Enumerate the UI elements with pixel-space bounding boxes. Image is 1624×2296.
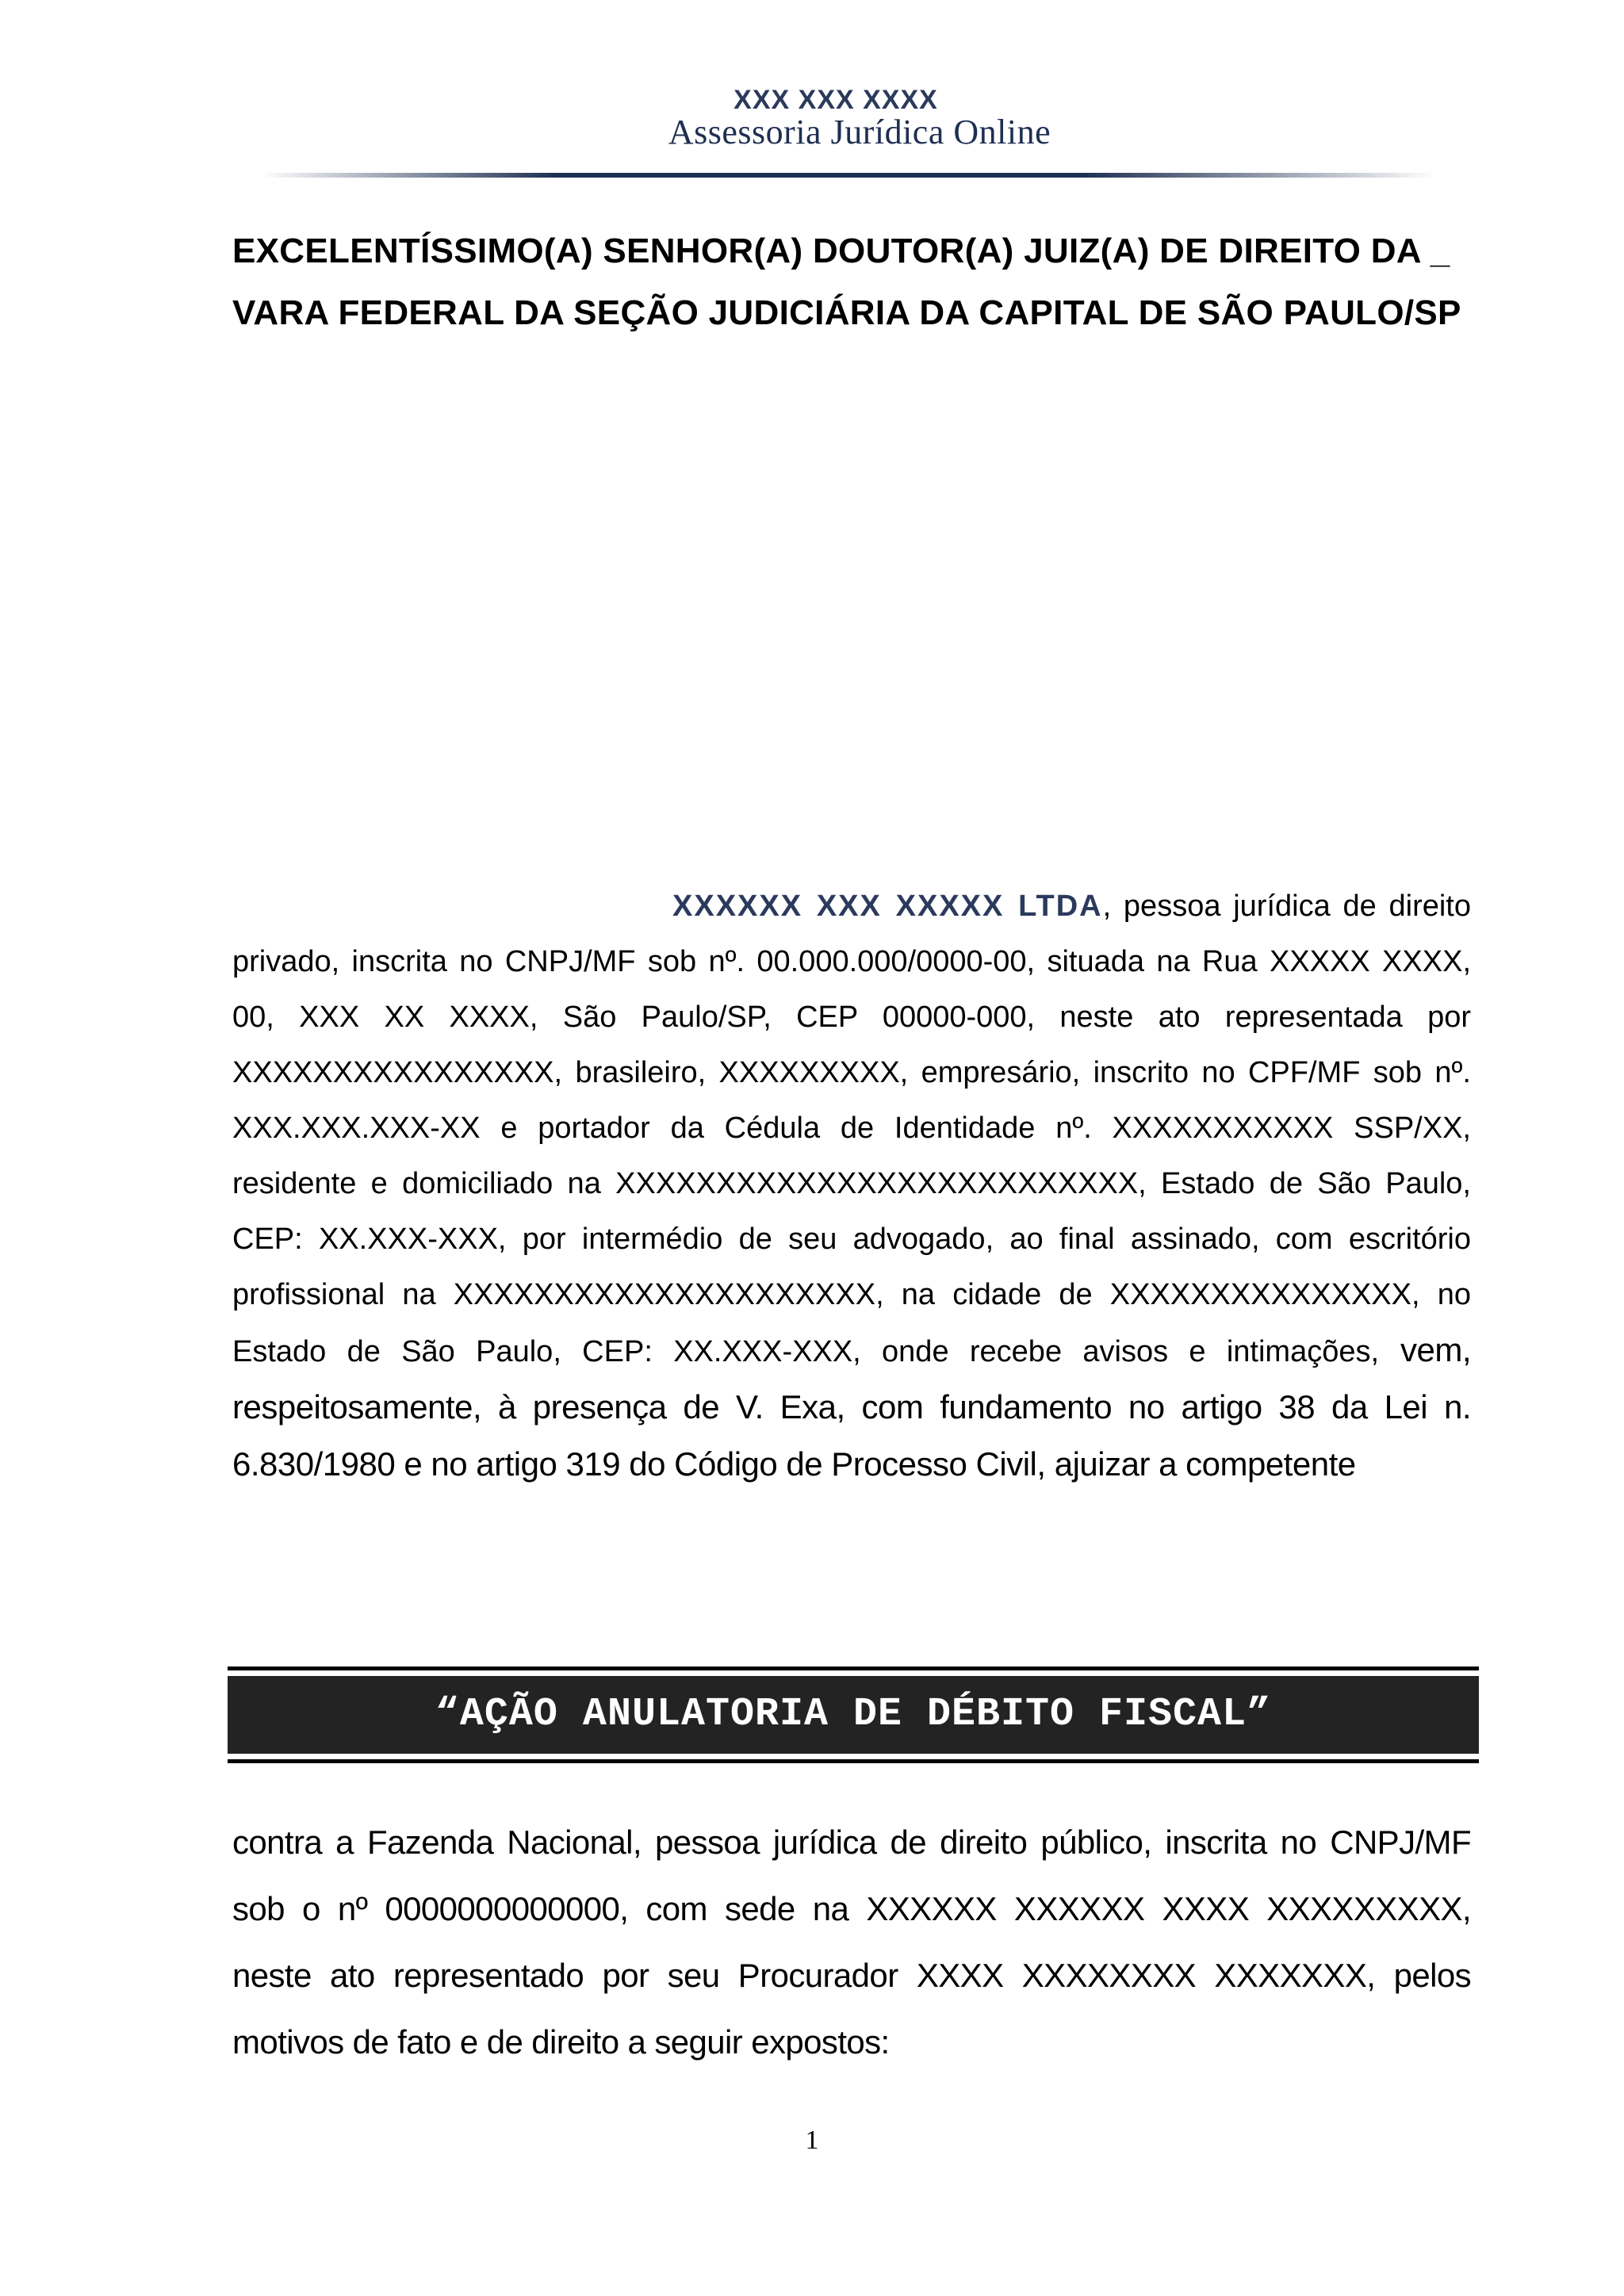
- action-title: “AÇÃO ANULATORIA DE DÉBITO FISCAL”: [228, 1676, 1479, 1754]
- page-number: 1: [805, 2126, 819, 2155]
- defendant-paragraph: contra a Fazenda Nacional, pessoa jurídica de direito público, inscrita no CNPJ/MF sob o nº 0000000000000, com sede na XXXXXX XXXXXX XXXX XXXXXXXXX, neste ato representado por seu Procurador XXXX XXXXXXXX XXXXXXX, pelos motivos de fato e de direito a seguir expostos:: [232, 1823, 1471, 2061]
- qualification-text: , pessoa jurídica de direito privado, inscrita no CNPJ/MF sob nº. 00.000.000/0000-00, situada na Rua XXXXX XXXX, 00, XXX XX XXXX, São Paulo/SP, CEP 00000-000, neste ato representada por XXXXXXXXXXXXXXXX, brasileiro, XXXXXXXXX, empresário, inscrito no CPF/MF sob nº. XXX.XXX.XXX-XX e portador da Cédula de Identidade nº. XXXXXXXXXXX SSP/XX, residente e domiciliado na XXXXXXXXXXXXXXXXXXXXXXXXXX, Estado de São Paulo, CEP: XX.XXX-XXX, por intermédio de seu advogado, ao final assinado, com escritório profissional na XXXXXXXXXXXXXXXXXXXXX, na cidade de XXXXXXXXXXXXXXX, no Estado de São Paulo, CEP: XX.XXX-XXX, onde recebe avisos e intimações,: [232, 890, 1471, 1368]
- letterhead-divider: [262, 173, 1435, 178]
- qualification-text-end: vem, respeitosamente, à presença de V. Exa, com fundamento no artigo 38 da Lei n. 6.830/1980 e no artigo 319 do Código de Processo Civil, ajuizar a competente: [232, 1331, 1472, 1483]
- letterhead-code: XXX XXX XXXX: [733, 85, 938, 115]
- action-title-banner: [228, 1667, 1479, 1765]
- banner-bottom-rule: [228, 1759, 1479, 1763]
- letterhead-firm-name: Assessoria Jurídica Online: [668, 113, 1051, 151]
- banner-top-rule: [228, 1667, 1479, 1670]
- plaintiff-name: XXXXXX XXX XXXXX LTDA: [672, 890, 1103, 923]
- addressee-heading: EXCELENTÍSSIMO(A) SENHOR(A) DOUTOR(A) JUIZ(A) DE DIREITO DA _ VARA FEDERAL DA SEÇÃO JUDICIÁRIA DA CAPITAL DE SÃO PAULO/SP: [232, 232, 1461, 332]
- letterhead: [0, 86, 1624, 151]
- party-qualification-paragraph: [232, 878, 1471, 1494]
